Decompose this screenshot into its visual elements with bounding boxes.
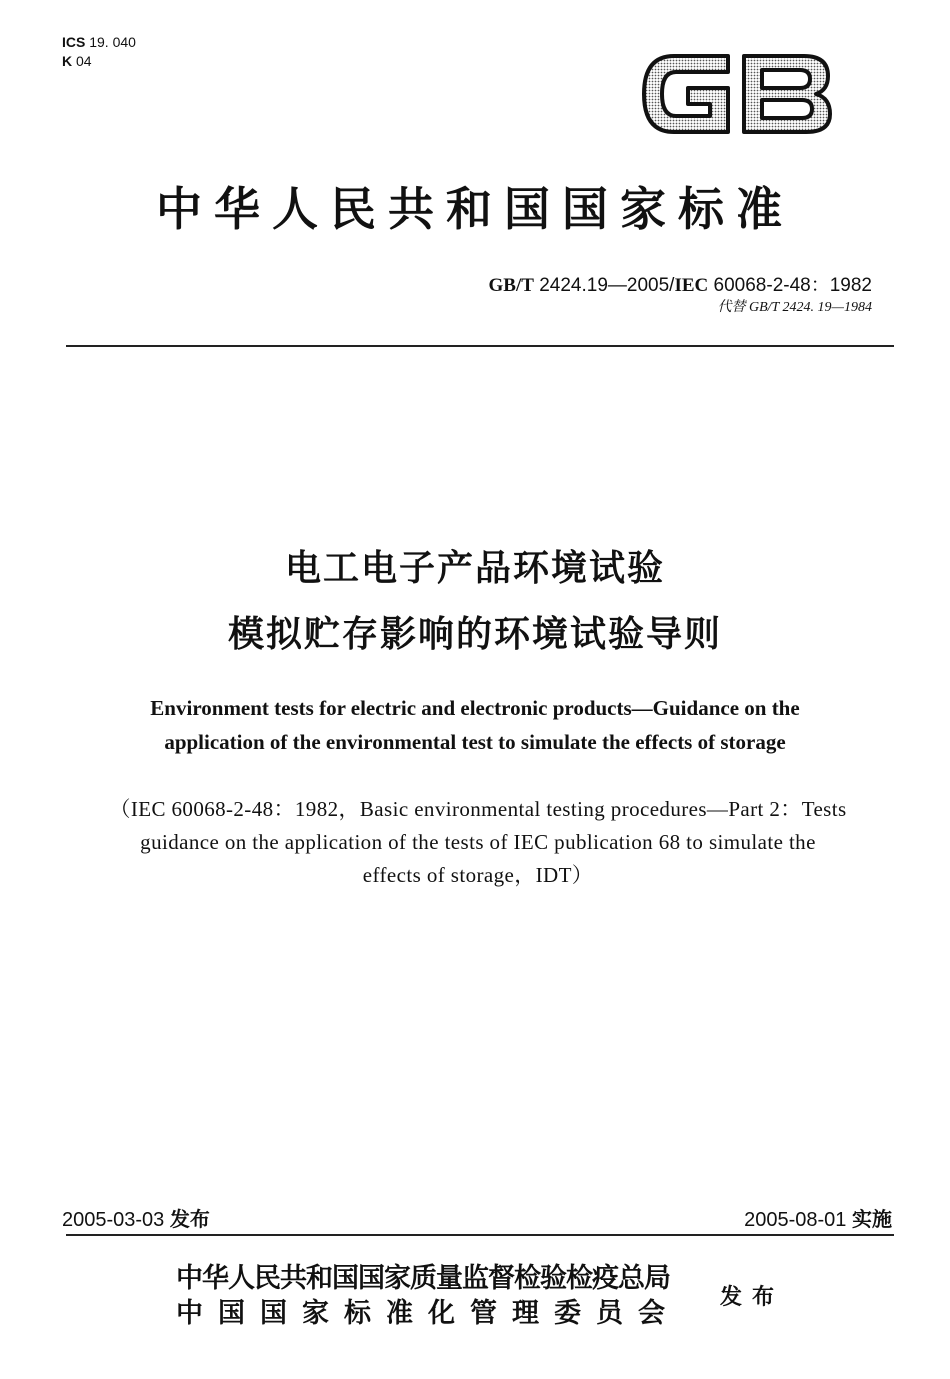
implemented-label: 实施 — [852, 1207, 892, 1231]
iec-number-value: 60068-2-48：1982 — [713, 275, 872, 296]
k-value: 04 — [76, 53, 92, 69]
standard-number-value: 2424.19—2005/ — [539, 275, 675, 296]
iec-reference-line-3: effects of storage，IDT） — [362, 863, 594, 887]
bottom-divider — [66, 1234, 894, 1236]
issuer-line-2: 中国国家标准化管理委员会 — [176, 1298, 680, 1329]
published-label: 发布 — [169, 1207, 210, 1231]
top-divider — [66, 345, 894, 347]
english-title — [60, 691, 890, 759]
gb-logo — [636, 44, 836, 144]
ics-label: ICS — [62, 34, 86, 50]
chinese-title-line-1: 电工电子产品环境试验 — [284, 548, 665, 589]
ics-value: 19. 040 — [89, 34, 136, 50]
classification-codes — [62, 33, 136, 71]
iec-reference-line-2: guidance on the application of the tests of IEC publication 68 to simulate the — [140, 830, 816, 854]
standard-prefix: GB/T — [488, 275, 534, 296]
published-date — [62, 1203, 210, 1232]
replaces-note: 代替 GB/T 2424. 19—1984 — [717, 300, 872, 315]
k-label: K — [62, 53, 73, 69]
issuer-line-1: 中华人民共和国国家质量监督检验检疫总局 — [176, 1263, 670, 1294]
implemented-date-value: 2005-08-01 — [744, 1209, 847, 1231]
standard-number — [489, 270, 872, 297]
english-title-line-1: Environment tests for electric and electronic products—Guidance on the — [150, 696, 800, 720]
national-standard-heading: 中华人民共和国国家标准 — [156, 182, 794, 236]
iec-reference-line-1: （IEC 60068-2-48：1982，Basic environmental testing procedures—Part 2：Tests — [109, 797, 847, 821]
english-title-line-2: application of the environmental test to simulate the effects of storage — [164, 730, 786, 754]
chinese-title-line-2: 模拟贮存影响的环境试验导则 — [227, 614, 722, 655]
issue-label: 发布 — [720, 1285, 785, 1310]
iec-reference — [60, 793, 896, 892]
published-date-value: 2005-03-03 — [62, 1209, 165, 1231]
iec-prefix: IEC — [674, 275, 709, 296]
implemented-date — [744, 1203, 892, 1232]
